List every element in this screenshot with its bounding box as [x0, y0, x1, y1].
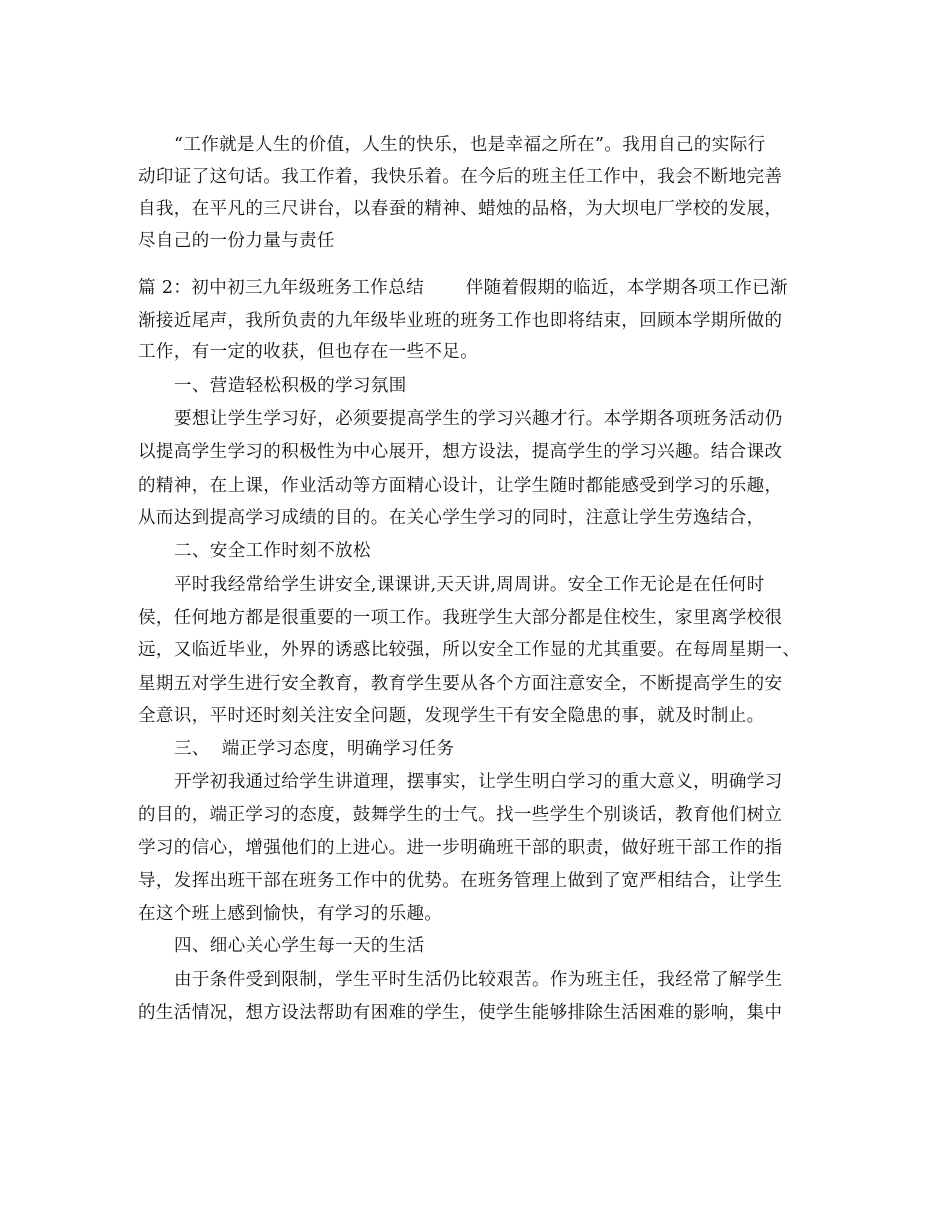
text-line: “工作就是人生的价值，人生的快乐，也是幸福之所在”。我用自己的实际行: [174, 135, 766, 155]
text-line: 平时我经常给学生讲安全,课课讲,天天讲,周周讲。安全工作无论是在任何时: [174, 575, 765, 595]
text-line: 自我，在平凡的三尺讲台，以春蚕的精神、蜡烛的品格，为大坝电厂学校的发展，: [138, 199, 783, 219]
text-line: 要想让学生学习好，必须要提高学生的学习兴趣才行。本学期各项班务活动仍: [174, 409, 783, 429]
heading-4: 四、细心关心学生每一天的生活: [174, 936, 425, 956]
text-line: 尽自己的一份力量与责任: [138, 231, 335, 251]
text-line: 导，发挥出班干部在班务工作中的优势。在班务管理上做到了宽严相结合，让学生: [138, 871, 783, 891]
text-line: 侯，任何地方都是很重要的一项工作。我班学生大部分都是住校生，家里离学校很: [138, 608, 783, 628]
text-line: 开学初我通过给学生讲道理，摆事实，让学生明白学习的重大意义，明确学习: [174, 772, 783, 792]
heading-1: 一、营造轻松积极的学习氛围: [174, 376, 407, 396]
text-line: 渐接近尾声，我所负责的九年级毕业班的班务工作也即将结束，回顾本学期所做的: [138, 311, 783, 331]
text-line: 的生活情况，想方设法帮助有困难的学生，使学生能够排除生活困难的影响，集中: [138, 1003, 783, 1023]
text-line: 以提高学生学习的积极性为中心展开，想方设法，提高学生的学习兴趣。结合课改: [138, 442, 783, 462]
heading-3: 三、 端正学习态度，明确学习任务: [174, 739, 455, 759]
text-line: 全意识，平时还时刻关注安全问题，发现学生干有安全隐患的事，就及时制止。: [138, 706, 765, 726]
text-line: 的精神，在上课，作业活动等方面精心设计，让学生随时都能感受到学习的乐趣，: [138, 476, 783, 496]
heading-2: 二、安全工作时刻不放松: [174, 541, 371, 561]
text-line: 工作，有一定的收获，但也存在一些不足。: [138, 342, 479, 362]
text-line: 学习的信心，增强他们的上进心。进一步明确班干部的职责，做好班干部工作的指: [138, 838, 783, 858]
text-line: 星期五对学生进行安全教育，教育学生要从各个方面注意安全，不断提高学生的安: [138, 674, 783, 694]
text-line: 由于条件受到限制，学生平时生活仍比较艰苦。作为班主任，我经常了解学生: [174, 970, 783, 990]
text-line: 的目的，端正学习的态度，鼓舞学生的士气。找一些学生个别谈话，教育他们树立: [138, 805, 783, 825]
text-line: 远，又临近毕业，外界的诱惑比较强，所以安全工作显的尤其重要。在每周星期一、: [138, 640, 801, 660]
text-line: 动印证了这句话。我工作着，我快乐着。在今后的班主任工作中，我会不断地完善: [138, 167, 783, 187]
section-heading-pian2: 篇 2：初中初三九年级班务工作总结 伴随着假期的临近，本学期各项工作已渐: [138, 278, 788, 298]
text-line: 从而达到提高学习成绩的目的。在关心学生学习的同时，注意让学生劳逸结合，: [138, 508, 765, 528]
text-line: 在这个班上感到愉快，有学习的乐趣。: [138, 904, 443, 924]
